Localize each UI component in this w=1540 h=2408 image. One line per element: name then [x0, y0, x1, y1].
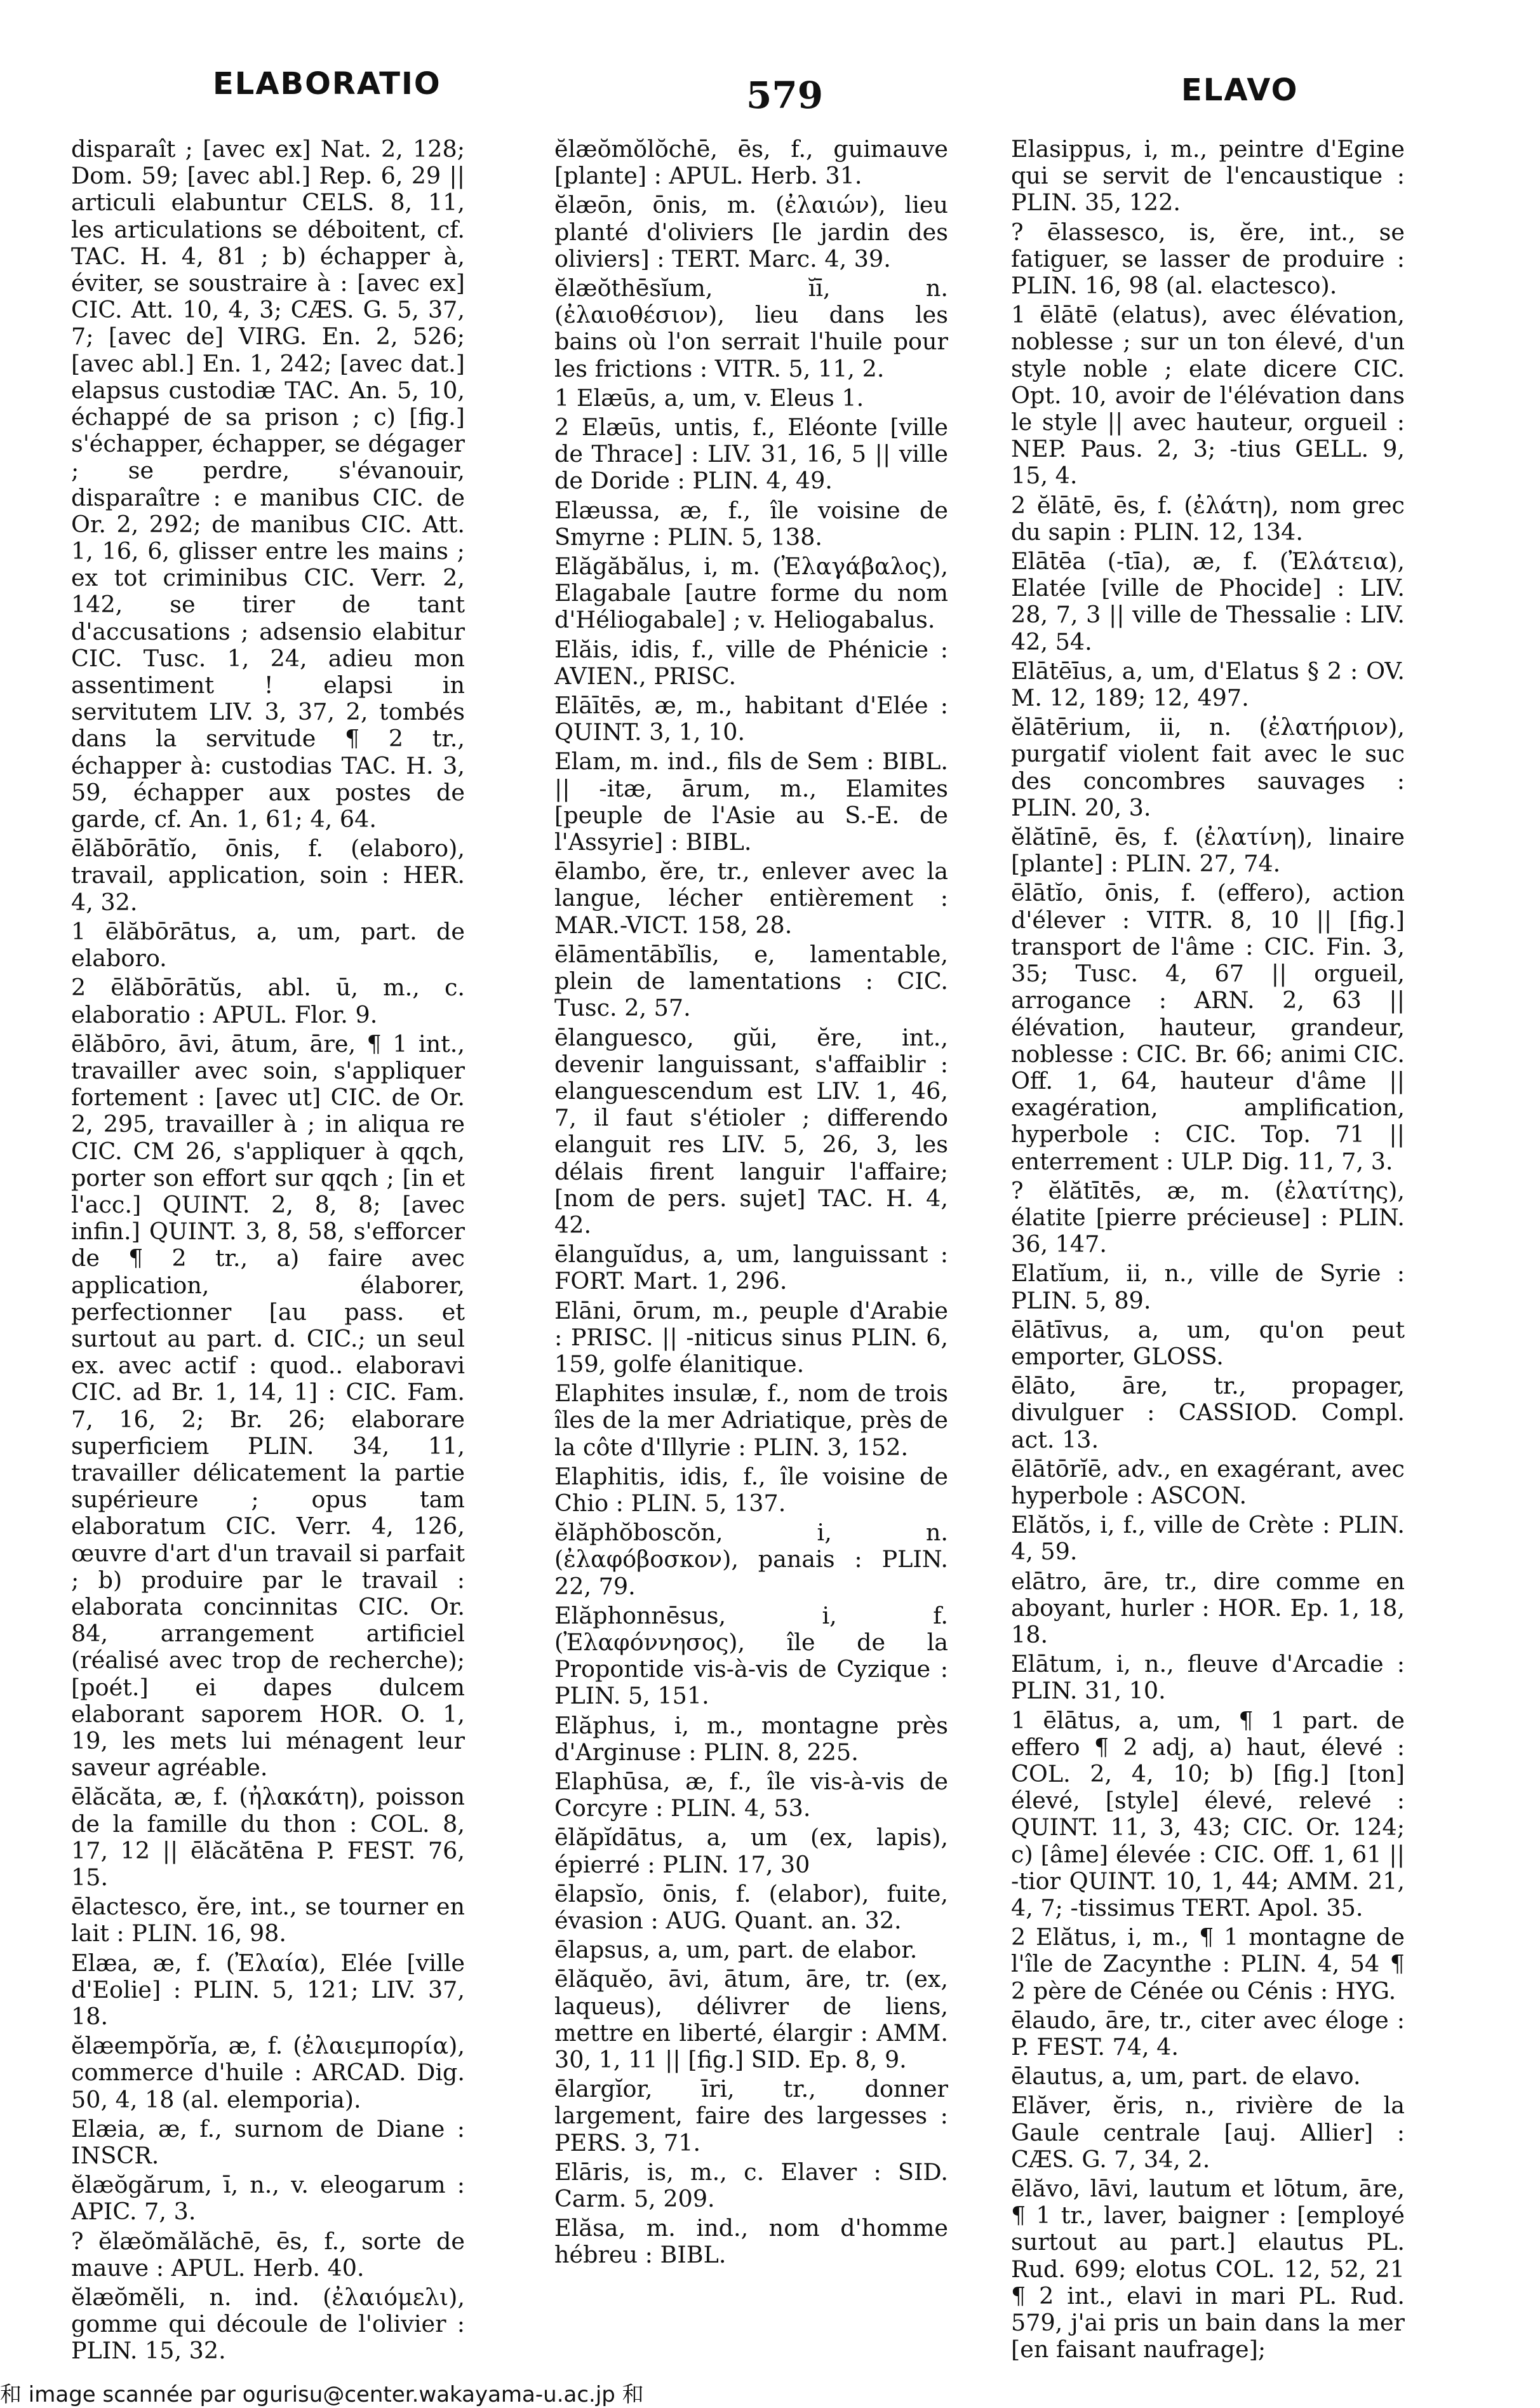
dictionary-entry: ēlăquĕo, āvi, ātum, āre, tr. (ex, laqueus), délivrer de liens, mettre en liberté, élargir : AMM. 30, 1, 11 || [fig.] SID. Ep. 8, 9.	[554, 1965, 948, 2074]
page-header	[0, 66, 1540, 123]
dictionary-entry: disparaît ; [avec ex] Nat. 2, 128; Dom. 59; [avec abl.] Rep. 6, 29 || articuli elabuntur CELS. 8, 11, les articulations se déboitent, cf. TAC. H. 4, 81 ; b) échapper à, éviter, se soustraire à : [avec ex] CIC. Att. 10, 4, 3; CÆS. G. 5, 37, 7; [avec de] VIRG. En. 2, 526; [avec abl.] En. 1, 242; [avec dat.] elapsus custodiæ TAC. An. 5, 10, échappé de sa prison ; c) [fig.] s'échapper, échapper, se dégager ; se perdre, s'évanouir, disparaître : e manibus CIC. de Or. 2, 292; de manibus CIC. Att. 1, 16, 6, glisser entre les mains ; ex tot criminibus CIC. Verr. 2, 142, se tirer de tant d'accusations ; adsensio elabitur CIC. Tusc. 1, 24, adieu mon assentiment ! elapsi in servitutem LIV. 3, 37, 2, tombés dans la servitude ¶ 2 tr., échapper à: custodias TAC. H. 3, 59, échapper aux postes de garde, cf. An. 1, 61; 4, 64.	[71, 135, 465, 833]
dictionary-entry: Elæia, æ, f., surnom de Diane : INSCR.	[71, 2115, 465, 2170]
dictionary-entry: Elatĭum, ii, n., ville de Syrie : PLIN. 5, 89.	[1011, 1260, 1405, 1314]
dictionary-entry: Elaphites insulæ, f., nom de trois îles de la mer Adriatique, près de la côte d'Illyrie : PLIN. 3, 152.	[554, 1380, 948, 1461]
dictionary-entry: Elăgăbălus, i, m. (Ἐλαγάβαλος), Elagabale [autre forme du nom d'Héliogabale] ; v. Heliogabalus.	[554, 553, 948, 634]
dictionary-entry: ēlambo, ĕre, tr., enlever avec la langue, lécher entièrement : MAR.-VICT. 158, 28.	[554, 858, 948, 939]
dictionary-entry: Elæussa, æ, f., île voisine de Smyrne : PLIN. 5, 138.	[554, 496, 948, 551]
dictionary-entry: ēlautus, a, um, part. de elavo.	[1011, 2062, 1361, 2090]
page-number: 579	[746, 74, 824, 117]
dictionary-entry: ? ēlassesco, is, ĕre, int., se fatiguer, se lasser de produire : PLIN. 16, 98 (al. elactesco).	[1011, 218, 1405, 300]
running-head-right: ELAVO	[1181, 72, 1299, 108]
dictionary-entry: ēlăvo, lāvi, lautum et lōtum, āre, ¶ 1 tr., laver, baigner : [employé surtout au part.] elautus PL. Rud. 699; elotus COL. 12, 52, 21 ¶ 2 int., elavi in mari PL. Rud. 579, j'ai pris un bain dans la mer [en faisant naufrage];	[1011, 2175, 1405, 2364]
running-head-left: ELABORATIO	[213, 66, 441, 102]
dictionary-entry: elātro, āre, tr., dire comme en aboyant, hurler : HOR. Ep. 1, 18, 18.	[1011, 1567, 1405, 1648]
dictionary-entry: Elam, m. ind., fils de Sem : BIBL. || -itæ, ārum, m., Elamites [peuple de l'Asie au S.-E. de l'Assyrie] : BIBL.	[554, 748, 948, 856]
dictionary-entry: 2 ĕlātē, ēs, f. (ἐλάτη), nom grec du sapin : PLIN. 12, 134.	[1011, 491, 1405, 546]
dictionary-entry: ĕlæempŏrĭa, æ, f. (ἐλαιεμπορία), commerce d'huile : ARCAD. Dig. 50, 4, 18 (al. elemporia).	[71, 2032, 465, 2113]
dictionary-entry: ĕlæŏthēsĭum, ĭī, n. (ἐλαιοθέσιον), lieu dans les bains où l'on serrait l'huile pour les frictions : VITR. 5, 11, 2.	[554, 274, 948, 382]
dictionary-entry: Elăsa, m. ind., nom d'homme hébreu : BIBL.	[554, 2214, 948, 2269]
dictionary-entry: Elāni, ōrum, m., peuple d'Arabie : PRISC. || -niticus sinus PLIN. 6, 159, golfe élanitique.	[554, 1296, 948, 1378]
dictionary-entry: ēlăcăta, æ, f. (ἠλακάτη), poisson de la famille du thon : COL. 8, 17, 12 || ēlăcătēna P. FEST. 76, 15.	[71, 1783, 465, 1891]
column-middle	[554, 136, 948, 2271]
dictionary-entry: ĕlæōn, ōnis, m. (ἐλαιών), lieu planté d'oliviers [le jardin des oliviers] : TERT. Marc. 4, 39.	[554, 191, 948, 272]
dictionary-entry: ēlanguesco, gŭi, ĕre, int., devenir languissant, s'affaiblir : elanguescendum est LIV. 1, 46, 7, il faut s'étioler ; differendo elanguit res LIV. 5, 26, 3, les délais firent languir l'affaire; [nom de pers. sujet] TAC. H. 4, 42.	[554, 1023, 948, 1239]
dictionary-entry: ? ĕlæŏmălăchē, ēs, f., sorte de mauve : APUL. Herb. 40.	[71, 2227, 465, 2282]
dictionary-entry: ēlāto, āre, tr., propager, divulguer : CASSIOD. Compl. act. 13.	[1011, 1372, 1405, 1453]
column-left	[71, 136, 465, 2367]
dictionary-entry: ĕlæŏmŏlŏchē, ēs, f., guimauve [plante] : APUL. Herb. 31.	[554, 135, 948, 190]
dictionary-entry: ēlargĭor, īri, tr., donner largement, faire des largesses : PERS. 3, 71.	[554, 2075, 948, 2156]
dictionary-entry: ĕlătīnē, ēs, f. (ἐλατίνη), linaire [plante] : PLIN. 27, 74.	[1011, 823, 1405, 878]
dictionary-entry: ēlapsĭo, ōnis, f. (elabor), fuite, évasion : AUG. Quant. an. 32.	[554, 1880, 948, 1934]
dictionary-entry: Elāris, is, m., c. Elaver : SID. Carm. 5, 209.	[554, 2158, 948, 2213]
dictionary-entry: Elaphitis, idis, f., île voisine de Chio : PLIN. 5, 137.	[554, 1462, 948, 1517]
dictionary-entry: ēlapsus, a, um, part. de elabor.	[554, 1936, 918, 1964]
dictionary-entry: ēlaudo, āre, tr., citer avec éloge : P. FEST. 74, 4.	[1011, 2006, 1405, 2061]
dictionary-entry: ĕlātērium, ii, n. (ἐλατήριον), purgatif violent fait avec le suc des concombres sauvages : PLIN. 20, 3.	[1011, 713, 1405, 821]
dictionary-entry: ēlăbōro, āvi, ātum, āre, ¶ 1 int., travailler avec soin, s'appliquer fortement : [avec ut] CIC. de Or. 2, 295, travailler à ; in aliqua re CIC. CM 26, s'appliquer à qqch, porter son effort sur qqch ; [in et l'acc.] QUINT. 2, 8, 8; [avec infin.] QUINT. 3, 8, 58, s'efforcer de ¶ 2 tr., a) faire avec application, élaborer, perfectionner [au pass. et surtout au part. d. CIC.; un seul ex. avec actif : quod.. elaboravi CIC. ad Br. 1, 14, 1] : CIC. Fam. 7, 16, 2; Br. 26; elaborare superficiem PLIN. 34, 11, travailler délicatement la partie supérieure ; opus tam elaboratum CIC. Verr. 4, 126, œuvre d'art d'un travail si parfait ; b) produire par le travail : elaborata concinnitas CIC. Or. 84, arrangement artificiel (réalisé avec trop de recherche); [poét.] ei dapes dulcem elaborant saporem HOR. O. 1, 19, les mets lui ménagent leur saveur agréable.	[71, 1030, 465, 1782]
dictionary-entry: 1 ēlātus, a, um, ¶ 1 part. de effero ¶ 2 adj, a) haut, élevé : COL. 2, 4, 10; b) [fig.] [ton] élevé, [style] élevé, relevé : QUINT. 11, 3, 43; CIC. Or. 124; c) [âme] élevée : CIC. Off. 1, 61 || -tior QUINT. 10, 1, 44; AMM. 21, 4, 7; -tissimus TERT. Apol. 35.	[1011, 1706, 1405, 1921]
dictionary-entry: Elătŏs, i, f., ville de Crète : PLIN. 4, 59.	[1011, 1511, 1405, 1566]
dictionary-entry: Elăphus, i, m., montagne près d'Arginuse : PLIN. 8, 225.	[554, 1711, 948, 1766]
dictionary-entry: ĕlăphŏboscŏn, i, n. (ἐλαφόβοσκον), panais : PLIN. 22, 79.	[554, 1519, 948, 1600]
dictionary-entry: ēlăbōrātĭo, ōnis, f. (elaboro), travail, application, soin : HER. 4, 32.	[71, 835, 465, 916]
dictionary-entry: 2 ēlăbōrātŭs, abl. ū, m., c. elaboratio : APUL. Flor. 9.	[71, 974, 465, 1028]
column-right	[1011, 136, 1405, 2365]
dictionary-entry: ēlātīvus, a, um, qu'on peut emporter, GLOSS.	[1011, 1315, 1405, 1370]
dictionary-entry: Elăis, idis, f., ville de Phénicie : AVIEN., PRISC.	[554, 635, 948, 690]
dictionary-entry: Elăphonnēsus, i, f. (Ἐλαφόννησος), île de la Propontide vis-à-vis de Cyzique : PLIN. 5, 151.	[554, 1601, 948, 1710]
dictionary-entry: ēlāmentābĭlis, e, lamentable, plein de lamentations : CIC. Tusc. 2, 57.	[554, 940, 948, 1022]
dictionary-entry: ēlātōrĭē, adv., en exagérant, avec hyperbole : ASCON.	[1011, 1455, 1405, 1509]
dictionary-entry: Elātēīus, a, um, d'Elatus § 2 : OV. M. 12, 189; 12, 497.	[1011, 657, 1405, 712]
dictionary-entry: ĕlæŏmĕli, n. ind. (ἐλαιόμελι), gomme qui découle de l'olivier : PLIN. 15, 32.	[71, 2284, 465, 2365]
dictionary-entry: 2 Elătus, i, m., ¶ 1 montagne de l'île de Zacynthe : PLIN. 4, 54 ¶ 2 père de Cénée ou Cénis : HYG.	[1011, 1923, 1405, 2005]
dictionary-entry: Elaphūsa, æ, f., île vis-à-vis de Corcyre : PLIN. 4, 53.	[554, 1767, 948, 1822]
dictionary-entry: ēlăpĭdātus, a, um (ex, lapis), épierré : PLIN. 17, 30	[554, 1824, 948, 1878]
dictionary-entry: 1 Elæūs, a, um, v. Eleus 1.	[554, 384, 864, 412]
dictionary-entry: 2 Elæūs, untis, f., Eléonte [ville de Thrace] : LIV. 31, 16, 5 || ville de Doride : PLIN. 4, 49.	[554, 414, 948, 495]
dictionary-entry: 1 ēlăbōrātus, a, um, part. de elaboro.	[71, 917, 465, 972]
dictionary-entry: ēlactesco, ĕre, int., se tourner en lait : PLIN. 16, 98.	[71, 1893, 465, 1947]
dictionary-entry: 1 ēlātē (elatus), avec élévation, noblesse ; sur un ton élevé, d'un style noble ; elate dicere CIC. Opt. 10, avoir de l'élévation dans le style || avec hauteur, orgueil : NEP. Paus. 2, 3; -tius GELL. 9, 15, 4.	[1011, 301, 1405, 490]
dictionary-entry: ? ĕlătītēs, æ, m. (ἐλατίτης), élatite [pierre précieuse] : PLIN. 36, 147.	[1011, 1176, 1405, 1258]
dictionary-entry: ĕlæŏgărum, ī, n., v. eleogarum : APIC. 7, 3.	[71, 2171, 465, 2226]
scan-credit-footer: 和 image scannée par ogurisu@center.wakayama-u.ac.jp 和	[0, 2382, 644, 2407]
dictionary-entry: Elasippus, i, m., peintre d'Egine qui se servit de l'encaustique : PLIN. 35, 122.	[1011, 135, 1405, 217]
dictionary-entry: ēlātĭo, ōnis, f. (effero), action d'élever : VITR. 8, 10 || [fig.] transport de l'âme : CIC. Fin. 3, 35; Tusc. 4, 67 || orgueil, arrogance : ARN. 2, 63 || élévation, hauteur, grandeur, noblesse : CIC. Br. 66; animi CIC. Off. 1, 64, hauteur d'âme || exagération, amplification, hyperbole : CIC. Top. 71 || enterrement : ULP. Dig. 11, 7, 3.	[1011, 879, 1405, 1175]
dictionary-entry: Elæa, æ, f. (Ἐλαία), Elée [ville d'Eolie] : PLIN. 5, 121; LIV. 37, 18.	[71, 1949, 465, 2031]
dictionary-entry: Elātēa (-tīa), æ, f. (Ἐλάτεια), Elatée [ville de Phocide] : LIV. 28, 7, 3 || ville de Thessalie : LIV. 42, 54.	[1011, 548, 1405, 656]
dictionary-entry: Elăver, ĕris, n., rivière de la Gaule centrale [auj. Allier] : CÆS. G. 7, 34, 2.	[1011, 2092, 1405, 2173]
dictionary-entry: ēlanguĭdus, a, um, languissant : FORT. Mart. 1, 296.	[554, 1241, 948, 1295]
dictionary-entry: Elātum, i, n., fleuve d'Arcadie : PLIN. 31, 10.	[1011, 1650, 1405, 1705]
dictionary-entry: Elāītēs, æ, m., habitant d'Elée : QUINT. 3, 1, 10.	[554, 692, 948, 746]
